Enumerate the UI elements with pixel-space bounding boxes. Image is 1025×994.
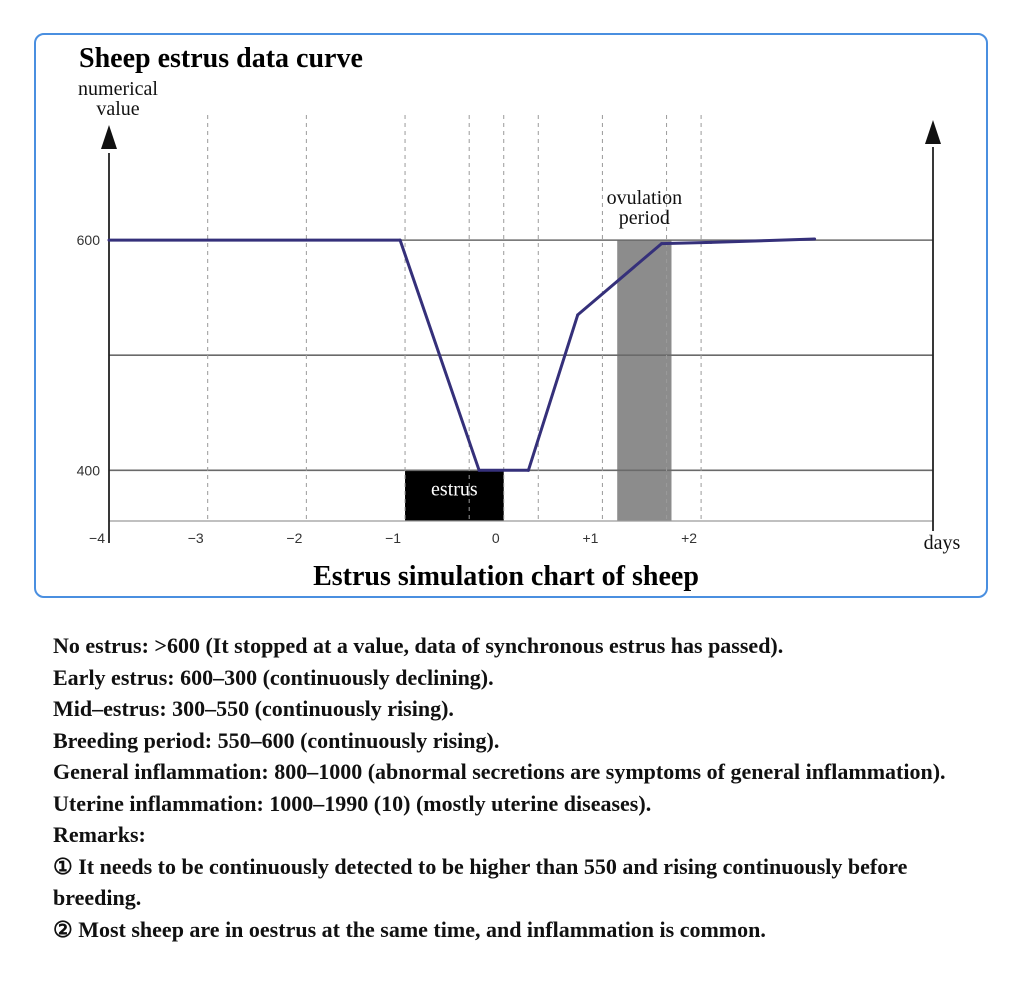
y-axis-label-line-2: value (96, 98, 140, 120)
ovulation-label-line-2: period (618, 207, 670, 230)
data-point (527, 469, 530, 472)
x-axis-label: days (923, 532, 961, 554)
data-point (478, 469, 481, 472)
x-tick-label: +2 (681, 530, 698, 546)
remarks-heading: Remarks: (53, 822, 146, 847)
data-point (399, 239, 402, 242)
ovulation-period-band (617, 240, 671, 521)
y-axis-arrow-icon (101, 125, 117, 149)
x-tick-label: −2 (286, 530, 303, 546)
y-axis-label-line-1: numerical (78, 78, 158, 100)
x-tick-label: 0 (491, 530, 500, 546)
note-uterine-inflammation: Uterine inflammation: 1000–1990 (10) (mostly uterine diseases). (53, 790, 652, 816)
notes-section (53, 630, 973, 945)
data-point (813, 237, 816, 240)
chart-title: Sheep estrus data curve (79, 43, 363, 74)
x-tick-label: +1 (582, 530, 599, 546)
data-point (576, 313, 579, 316)
note-early-estrus: Early estrus: 600–300 (continuously declining). (53, 664, 494, 690)
y-tick-label: 600 (76, 232, 100, 249)
right-axis-arrow-icon (925, 120, 941, 144)
estrus-line-chart (36, 35, 986, 596)
data-point (709, 241, 712, 244)
chart-panel (34, 33, 988, 598)
y-tick-label: 400 (76, 462, 100, 479)
note-mid-estrus: Mid–estrus: 300–550 (continuously rising). (53, 696, 454, 721)
data-point (660, 242, 663, 245)
note-general-inflammation: General inflammation: 800–1000 (abnormal secretions are symptoms of general inflammation). (53, 759, 946, 784)
x-tick-label: −3 (187, 530, 204, 546)
note-no-estrus: No estrus: >600 (It stopped at a value, data of synchronous estrus has passed). (53, 633, 784, 658)
remark-1: ① It needs to be continuously detected to be higher than 550 and rising continuously before breeding. (53, 853, 908, 910)
data-point (108, 239, 111, 242)
remark-2: ② Most sheep are in oestrus at the same time, and inflammation is common. (53, 916, 766, 942)
note-breeding-period: Breeding period: 550–600 (continuously rising). (53, 727, 500, 753)
x-tick-label: −1 (385, 530, 402, 546)
x-tick-label: −4 (89, 530, 105, 546)
estrus-label: estrus (431, 478, 478, 501)
chart-subtitle: Estrus simulation chart of sheep (313, 561, 699, 592)
ovulation-label-line-1: ovulation (606, 187, 683, 210)
